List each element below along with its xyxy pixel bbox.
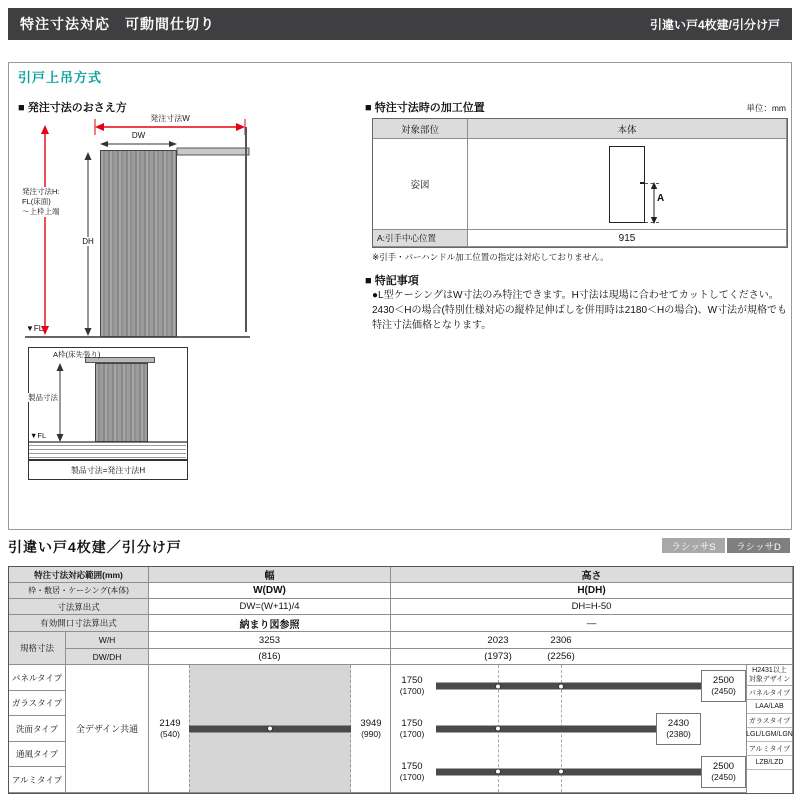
dh-label: DH [76, 237, 100, 246]
formula-row-label: 寸法算出式 [9, 599, 149, 615]
height-min-3 [393, 750, 431, 793]
width-range-min [151, 665, 189, 792]
type-row-ventilation: 通風タイプ [9, 742, 66, 767]
h2431-item-laa-lab: LAA/LAB [747, 700, 792, 714]
all-design-common-cell: 全デザイン共通 [66, 665, 149, 793]
dh-standard-value-1: (1973) [484, 651, 512, 662]
dimension-arrows-graphic [20, 112, 360, 344]
frame-height-value: H(DH) [391, 583, 793, 599]
width-standard-value: 3253 [149, 632, 391, 649]
width-max-subvalue: (990) [361, 728, 381, 739]
h2431-item-glass-type: ガラスタイプ [747, 714, 792, 728]
remarks-text: ●L型ケーシングはW寸法のみ特注できます。H寸法は現場に合わせてカットしてください。2430＜Hの場合(特別仕様対応の縦枠足伸ばしを併用時は2180＜Hの場合)、W寸法が規格でも特注寸法価格となります。 [372, 290, 788, 331]
height-range-row-1 [391, 665, 746, 707]
height-max-subvalue-1: (2450) [711, 686, 736, 696]
opening-row-label: 有効開口寸法算出式 [9, 615, 149, 632]
h2431-design-panel [746, 665, 792, 793]
h2431-item-lgl-lgm-lgn: LGL/LGM/LGN [747, 728, 792, 742]
product-dimension-label: 製品寸法 [28, 393, 58, 402]
lower-section-title: 引違い戸4枚建／引分け戸 [8, 539, 182, 555]
width-standard-dot [267, 726, 273, 732]
formula-height-value: DH=H-50 [391, 599, 793, 615]
height-min-2 [393, 707, 431, 750]
h2431-title-line1: H2431以上 [752, 667, 787, 674]
machining-col-body-header: 本体 [468, 119, 787, 139]
dw-standard-value: (816) [149, 649, 391, 665]
height-standard-value-1: 2023 [487, 634, 509, 646]
height-header-cell: 高さ [391, 567, 793, 583]
door-panel-illustration-small [95, 363, 148, 442]
height-range-row-3 [391, 750, 746, 793]
machining-col-part-header: 対象部位 [373, 119, 468, 139]
machining-position-table [372, 118, 788, 248]
height-range-bar-2 [436, 725, 656, 732]
width-min-value: 2149 [159, 717, 181, 729]
floor-level-label-small: ▼FL [30, 431, 47, 440]
height-max-subvalue-2: (2380) [666, 728, 691, 739]
width-header-cell: 幅 [149, 567, 391, 583]
dh-standard-row [391, 649, 793, 665]
tab-lasissa-s[interactable]: ラシッサS [662, 538, 725, 553]
machining-note: ※引手・バーハンドル加工位置の指定は対応しておりません。 [372, 252, 609, 262]
unit-label: 単位：mm [746, 103, 786, 113]
h2431-title-line2: 対象デザイン [748, 676, 791, 683]
dwdh-label: DW/DH [66, 649, 149, 665]
order-height-label [22, 187, 74, 217]
height-max-subvalue-3: (2450) [711, 771, 736, 782]
product-dimension-formula: 製品寸法=発注寸法H [28, 460, 188, 480]
height-min-subvalue-1: (1700) [399, 686, 425, 696]
type-row-aluminum: アルミタイプ [9, 767, 66, 793]
height-range-area [391, 665, 793, 793]
type-row-panel: パネルタイプ [9, 665, 66, 691]
h2431-item-lzb-lzd: LZB/LZD [747, 756, 792, 770]
type-row-washroom: 洗面タイプ [9, 716, 66, 742]
order-width-label: 発注寸法W [150, 114, 190, 123]
standard-size-label: 規格寸法 [9, 632, 66, 665]
h2431-item-panel-type: パネルタイプ [747, 686, 792, 700]
figure-row-label: 姿図 [373, 139, 468, 230]
order-height-line3: 〜上枠上端 [22, 207, 60, 216]
height-max-value-2: 2430 [667, 717, 690, 729]
height-range-bar-1 [436, 683, 701, 690]
height-standard-row [391, 632, 793, 649]
width-range-area [149, 665, 391, 793]
door-outline-illustration [609, 146, 645, 223]
formula-width-value: DW=(W+11)/4 [149, 599, 391, 615]
product-dimension-diagram [28, 347, 188, 480]
height-min-value-1: 1750 [401, 675, 423, 686]
height-dot-2a [495, 726, 501, 732]
a-frame-label: A枠(床先張り) [53, 350, 101, 359]
door-panel-illustration [100, 150, 177, 337]
frame-width-value: W(DW) [149, 583, 391, 599]
height-max-value-3: 2500 [712, 760, 735, 772]
floor-hatch-pattern [29, 443, 186, 458]
ordering-dimension-diagram [20, 112, 360, 344]
height-max-2 [656, 713, 701, 745]
remarks-heading: ■ 特記事項 [365, 275, 419, 287]
height-min-value-3: 1750 [401, 760, 423, 772]
opening-width-value: 納まり図参照 [149, 615, 391, 632]
height-dot-1a [495, 683, 501, 689]
page-subtitle: 引違い戸4枚建/引分け戸 [649, 17, 780, 32]
opening-height-value: ― [391, 615, 793, 632]
frame-row-label: 枠・敷居・ケーシング(本体) [9, 583, 149, 599]
ordering-dimensions-heading: ■ 発注寸法のおさえ方 [18, 102, 127, 114]
height-max-1 [701, 670, 746, 702]
height-min-value-2: 1750 [401, 717, 423, 729]
height-max-value-1: 2500 [712, 675, 735, 686]
height-range-row-2 [391, 707, 746, 750]
width-max-value: 3949 [360, 717, 382, 729]
height-max-3 [701, 756, 746, 788]
height-min-1 [393, 665, 431, 707]
height-standard-value-2: 2306 [550, 634, 572, 646]
handle-center-value: 915 [468, 230, 787, 247]
door-handle-mark [640, 182, 645, 184]
width-range-max [351, 665, 391, 792]
a-dimension-label: A [657, 193, 665, 204]
height-range-bar-3 [436, 768, 701, 775]
width-min-subvalue: (540) [160, 728, 180, 739]
range-header-cell: 特注寸法対応範囲(mm) [9, 567, 149, 583]
height-dot-3a [495, 769, 501, 775]
floor-level-label: ▼FL [26, 324, 44, 333]
section-title-hanging-method: 引戸上吊方式 [18, 70, 103, 85]
height-dot-3b [558, 769, 564, 775]
tab-lasissa-d[interactable]: ラシッサD [727, 538, 790, 553]
dh-standard-value-2: (2256) [547, 651, 575, 662]
height-min-subvalue-3: (1700) [399, 771, 425, 782]
dw-label: DW [131, 131, 146, 140]
height-min-subvalue-2: (1700) [399, 728, 425, 739]
handle-center-row-label: A:引手中心位置 [373, 230, 468, 247]
h2431-panel-title [747, 665, 792, 686]
page-header-bar [8, 8, 792, 40]
height-dot-1b [558, 683, 564, 689]
width-range-bar [189, 725, 351, 732]
order-height-line1: 発注寸法H: [22, 187, 60, 196]
order-height-line2: FL(床面) [22, 197, 51, 206]
machining-position-heading: ■ 特注寸法時の加工位置 [365, 102, 485, 114]
h2431-item-aluminum-type: アルミタイプ [747, 742, 792, 756]
wh-label: W/H [66, 632, 149, 649]
type-row-glass: ガラスタイプ [9, 691, 66, 716]
spec-range-table [8, 566, 794, 794]
page-title: 特注寸法対応 可動間仕切り [20, 16, 215, 32]
